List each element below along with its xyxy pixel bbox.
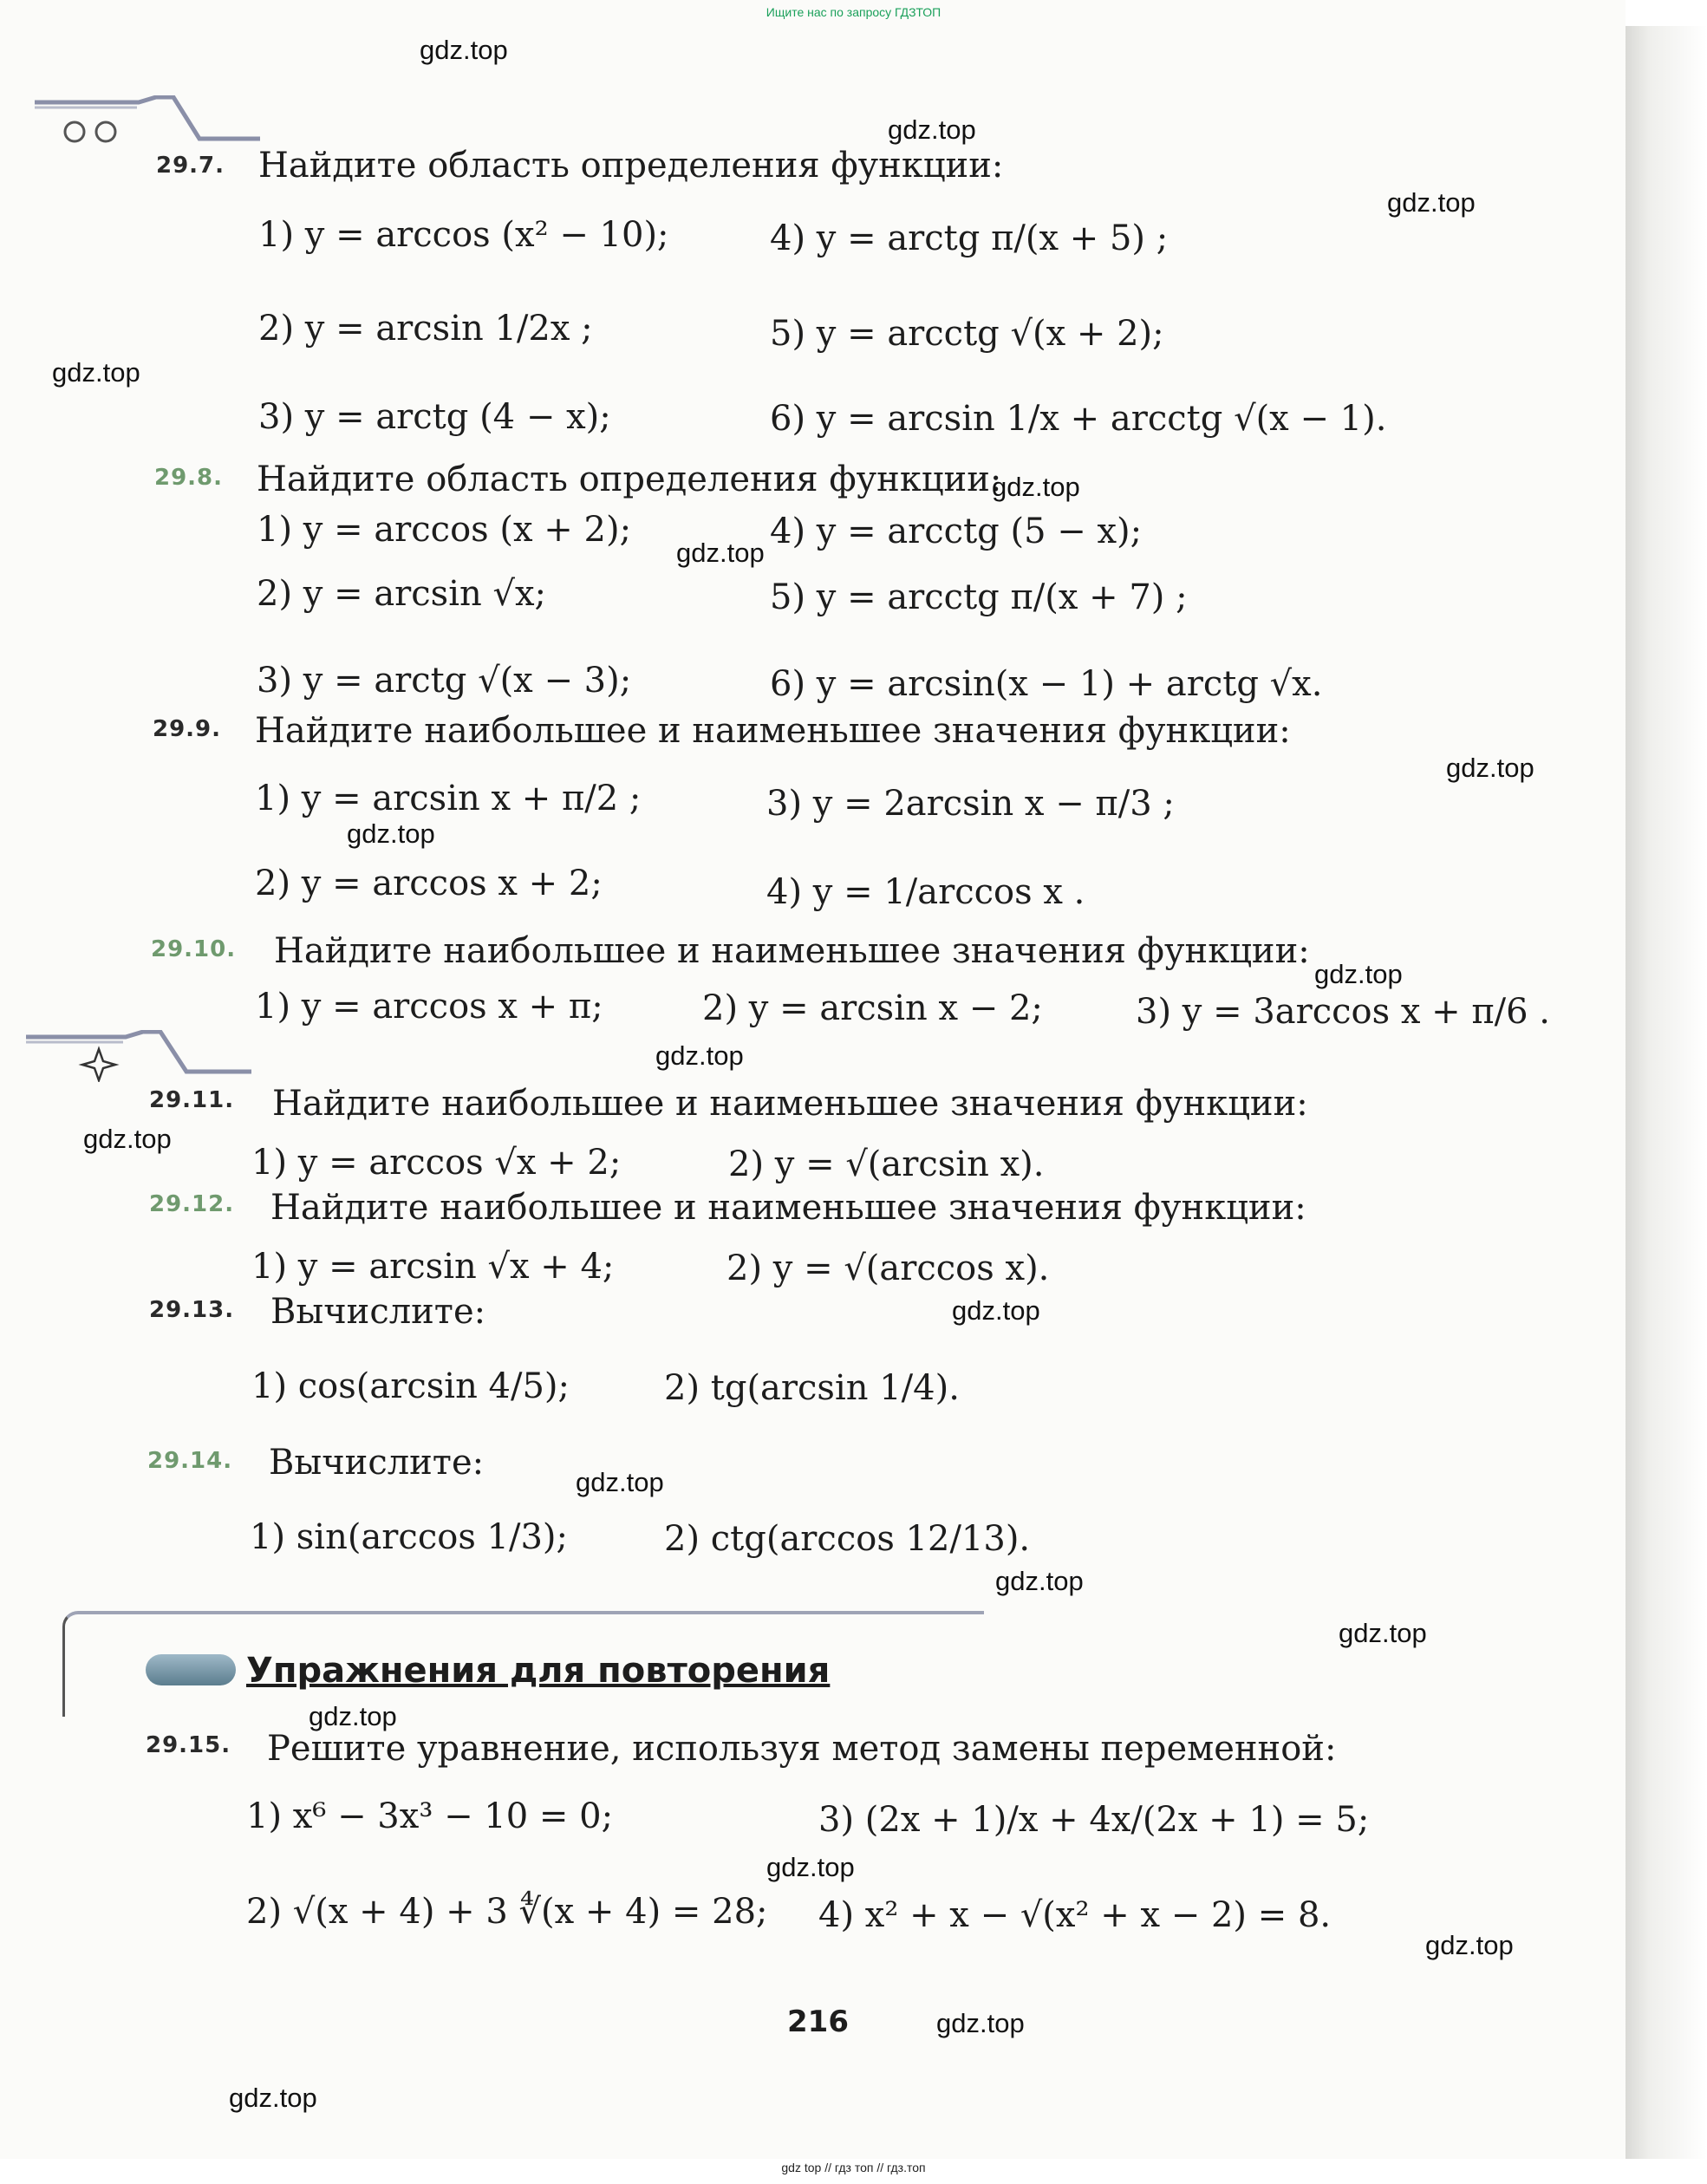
task-item: 4) y = arctg π/(x + 5) ;: [770, 218, 1169, 258]
task-item: 3) y = 2arcsin x − π/3 ;: [766, 784, 1175, 824]
top-banner[interactable]: Ищите нас по запросу ГДЗТОП: [766, 5, 941, 19]
watermark[interactable]: gdz.top: [1387, 187, 1476, 218]
task-item: 4) y = 1/arccos x .: [766, 872, 1085, 912]
task-item: 3) y = arctg (4 − x);: [258, 397, 611, 437]
watermark[interactable]: gdz.top: [576, 1467, 664, 1497]
section-marker-icon: [146, 1654, 236, 1685]
task-item: 5) y = arcctg π/(x + 7) ;: [770, 577, 1188, 617]
task-item: 6) y = arcsin(x − 1) + arctg √x.: [770, 664, 1323, 704]
problem-number: 29.15.: [146, 1732, 231, 1758]
watermark[interactable]: gdz.top: [83, 1124, 172, 1154]
circle-icon: [65, 122, 84, 141]
task-item: 2) y = arcsin √x;: [257, 574, 547, 614]
problem-title: Найдите наибольшее и наименьшее значения функции:: [270, 1188, 1306, 1228]
task-item: 6) y = arcsin 1/x + arcctg √(x − 1).: [770, 399, 1387, 439]
problem-number: 29.12.: [149, 1191, 235, 1217]
watermark[interactable]: gdz.top: [936, 2008, 1025, 2038]
review-section-title: Упражнения для повторения: [246, 1651, 831, 1691]
problem-title: Вычислите:: [269, 1443, 485, 1483]
problem-number: 29.14.: [147, 1448, 233, 1474]
watermark[interactable]: gdz.top: [1339, 1618, 1427, 1648]
task-item: 3) (2x + 1)/x + 4x/(2x + 1) = 5;: [818, 1800, 1370, 1840]
watermark[interactable]: gdz.top: [992, 472, 1080, 502]
problem-number: 29.8.: [154, 465, 224, 491]
problem-title: Найдите область определения функции:: [258, 146, 1004, 186]
star-icon: [82, 1049, 115, 1080]
task-item: 2) y = arcsin 1/2x ;: [258, 309, 593, 349]
task-item: 5) y = arcctg √(x + 2);: [770, 314, 1164, 354]
task-item: 1) y = arcsin x + π/2 ;: [255, 779, 642, 818]
problem-title: Решите уравнение, используя метод замены переменной:: [267, 1729, 1337, 1769]
task-item: 1) y = arccos √x + 2;: [251, 1143, 622, 1183]
watermark[interactable]: gdz.top: [655, 1040, 744, 1071]
watermark[interactable]: gdz.top: [229, 2083, 317, 2113]
task-item: 2) y = √(arcsin x).: [728, 1144, 1045, 1184]
task-item: 2) tg(arcsin 1/4).: [664, 1368, 960, 1408]
task-item: 1) sin(arccos 1/3);: [250, 1517, 569, 1557]
problem-number: 29.11.: [149, 1087, 235, 1113]
watermark[interactable]: gdz.top: [420, 35, 508, 65]
problem-title: Найдите наибольшее и наименьшее значения функции:: [274, 931, 1310, 971]
watermark[interactable]: gdz.top: [952, 1295, 1040, 1326]
watermark[interactable]: gdz.top: [1446, 753, 1534, 783]
task-item: 1) x⁶ − 3x³ − 10 = 0;: [246, 1796, 614, 1836]
problem-title: Вычислите:: [270, 1292, 486, 1332]
problem-number: 29.10.: [151, 936, 237, 962]
task-item: 1) y = arccos (x + 2);: [257, 510, 632, 550]
task-item: 3) y = arctg √(x − 3);: [257, 661, 632, 701]
watermark[interactable]: gdz.top: [347, 818, 435, 849]
watermark[interactable]: gdz.top: [995, 1566, 1084, 1596]
task-item: 1) cos(arcsin 4/5);: [251, 1366, 570, 1406]
page-number: 216: [787, 2005, 849, 2039]
task-item: 1) y = arccos x + π;: [255, 987, 603, 1027]
watermark[interactable]: gdz.top: [888, 114, 976, 145]
problem-title: Найдите наибольшее и наименьшее значения функции:: [272, 1084, 1308, 1124]
task-item: 4) x² + x − √(x² + x − 2) = 8.: [818, 1895, 1332, 1935]
problem-title: Найдите область определения функции:: [257, 460, 1002, 499]
task-item: 3) y = 3arccos x + π/6 .: [1136, 992, 1551, 1032]
watermark[interactable]: gdz.top: [676, 538, 765, 568]
problem-number: 29.9.: [153, 716, 222, 742]
star-decoration: [26, 1030, 260, 1082]
task-item: 1) y = arccos (x² − 10);: [258, 215, 669, 255]
task-item: 2) y = arccos x + 2;: [255, 864, 603, 903]
page-edge: [1626, 26, 1707, 2159]
task-item: 2) y = arcsin x − 2;: [702, 988, 1043, 1028]
watermark[interactable]: gdz.top: [1314, 959, 1403, 989]
watermark[interactable]: gdz.top: [52, 357, 140, 388]
watermark[interactable]: gdz.top: [309, 1701, 397, 1731]
task-item: 2) √(x + 4) + 3 ∜(x + 4) = 28;: [246, 1892, 768, 1932]
problem-number: 29.7.: [156, 153, 225, 179]
problem-number: 29.13.: [149, 1297, 235, 1323]
circle-icon: [96, 122, 115, 141]
watermark[interactable]: gdz.top: [1425, 1930, 1514, 1960]
problem-title: Найдите наибольшее и наименьшее значения функции:: [255, 711, 1291, 751]
task-item: 2) y = √(arccos x).: [726, 1248, 1050, 1288]
header-decoration: [35, 95, 269, 147]
watermark[interactable]: gdz.top: [766, 1852, 855, 1882]
task-item: 2) ctg(arccos 12/13).: [664, 1519, 1031, 1559]
bottom-banner[interactable]: gdz top // гдз топ // гдз.топ: [781, 2161, 926, 2174]
task-item: 1) y = arcsin √x + 4;: [251, 1247, 615, 1287]
task-item: 4) y = arcctg (5 − x);: [770, 512, 1143, 551]
